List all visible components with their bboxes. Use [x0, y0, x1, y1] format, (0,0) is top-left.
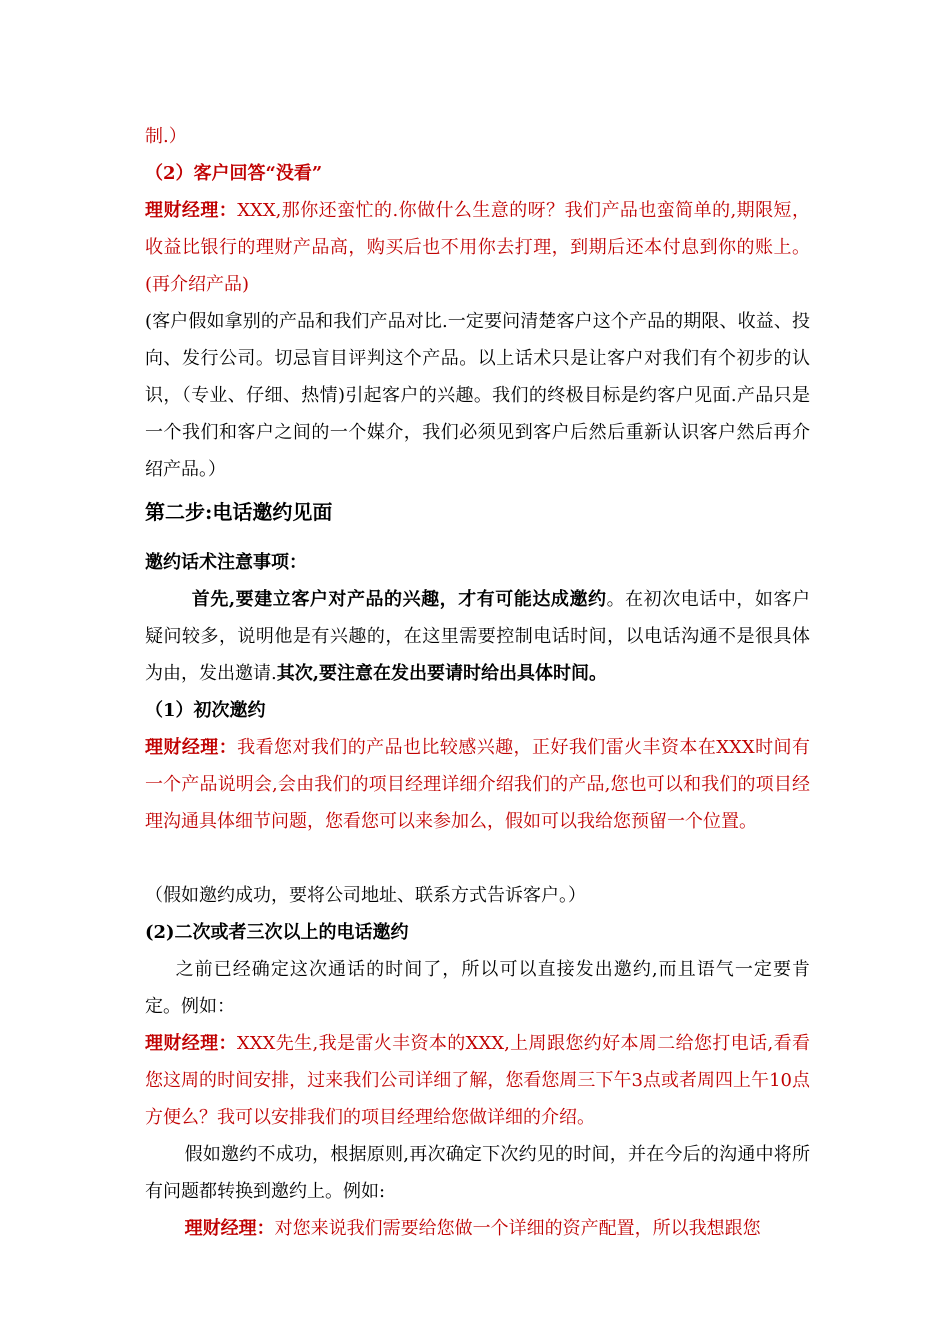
first-invite-heading-text: （1）初次邀约	[145, 700, 266, 721]
speaker-label: 理财经理：	[145, 737, 238, 758]
second-invite-heading	[145, 914, 810, 951]
first-invite-note-text: （假如邀约成功，要将公司地址、联系方式告诉客户。）	[145, 885, 586, 906]
paragraph-continuation	[145, 118, 810, 155]
second-invite-manager-text: XXX先生,我是雷火丰资本的XXX,上周跟您约好本周二给您打电话,看看您这周的时间安排，过来我们公司详细了解，您看您周三下午3点或者周四上午10点方便么？我可以安排我们的项目经理给您做详细的介绍。	[145, 1033, 810, 1128]
manager-reply-paragraph	[145, 192, 810, 303]
second-invite-intro-text: 之前已经确定这次通话的时间了，所以可以直接发出邀约,而且语气一定要肯定。例如：	[145, 959, 810, 1017]
case-heading-not-seen	[145, 155, 810, 192]
notes-heading	[145, 544, 810, 581]
last-manager-paragraph	[145, 1210, 810, 1247]
intro-bold-second: 其次,要注意在发出要请时给出具体时间。	[276, 663, 607, 684]
manager-reply-text: XXX,那你还蛮忙的.你做什么生意的呀？我们产品也蛮简单的,期限短，收益比银行的理财产品高，购买后也不用你去打理，到期后还本付息到你的账上。(再介绍产品)	[145, 200, 811, 295]
first-invite-manager-paragraph	[145, 729, 810, 840]
speaker-label: 理财经理：	[145, 1033, 237, 1054]
last-manager-text: 对您来说我们需要给您做一个详细的资产配置，所以我想跟您	[274, 1218, 761, 1239]
second-invite-intro	[145, 951, 810, 1025]
failure-paragraph	[145, 1136, 810, 1210]
first-invite-heading	[145, 692, 810, 729]
notes-heading-text: 邀约话术注意事项：	[145, 552, 307, 573]
first-invite-note	[145, 877, 810, 914]
continuation-text: 制.）	[145, 126, 187, 147]
note-paragraph	[145, 303, 810, 488]
intro-paragraph	[145, 581, 810, 692]
case-heading-text: （2）客户回答“没看”	[145, 163, 323, 184]
step-two-heading	[145, 494, 810, 531]
intro-bold-first: 首先,要建立客户对产品的兴趣，才有可能达成邀约	[191, 589, 607, 610]
failure-text: 假如邀约不成功，根据原则,再次确定下次约见的时间，并在今后的沟通中将所有问题都转换到邀约上。例如:	[145, 1144, 810, 1202]
note-text: (客户假如拿别的产品和我们产品对比.一定要问清楚客户这个产品的期限、收益、投向、发行公司。切忌盲目评判这个产品。以上话术只是让客户对我们有个初步的认识，（专业、仔细、热情)引起客户的兴趣。我们的终极目标是约客户见面.产品只是一个我们和客户之间的一个媒介，我们必须见到客户后然后重新认识客户然后再介绍产品。）	[145, 311, 810, 480]
second-invite-heading-text: (2)二次或者三次以上的电话邀约	[145, 922, 409, 943]
first-invite-manager-text: 我看您对我们的产品也比较感兴趣，正好我们雷火丰资本在XXX时间有一个产品说明会,会由我们的项目经理详细介绍我们的产品,您也可以和我们的项目经理沟通具体细节问题，您看您可以来参加么，假如可以我给您预留一个位置。	[145, 737, 810, 832]
second-invite-manager-paragraph	[145, 1025, 810, 1136]
intro-text: 。在初次电话中，如客户疑问较多，说明他是有兴趣的，在这里需要控制电话时间，以电话沟通不是很具体为由，发出邀请.	[145, 589, 811, 684]
speaker-label: 理财经理：	[184, 1218, 275, 1239]
speaker-label: 理财经理：	[145, 200, 238, 221]
step-two-heading-text: 第二步:电话邀约见面	[145, 500, 333, 524]
